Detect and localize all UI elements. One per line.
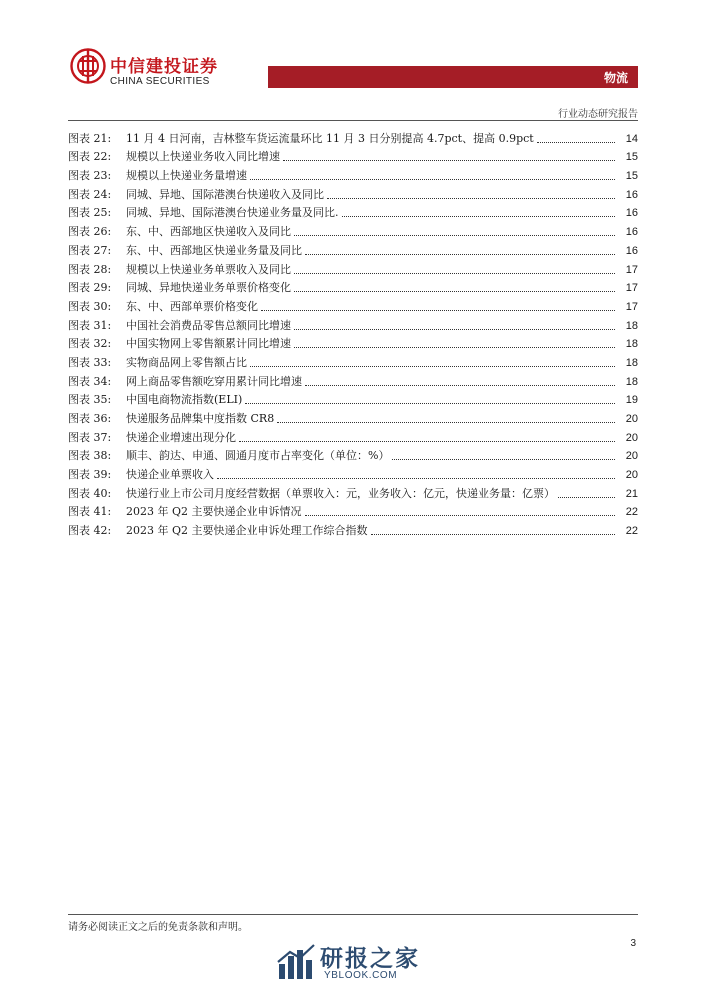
toc-label: 图表 31:	[68, 318, 112, 332]
toc-label: 图表 24:	[68, 187, 112, 201]
toc-label: 图表 42:	[68, 524, 112, 538]
toc-label: 图表 36:	[68, 412, 112, 425]
toc-label: 图表 22:	[68, 150, 112, 164]
toc-title: 中国实物网上零售额累计同比增速	[126, 337, 291, 351]
toc-leader	[305, 254, 615, 255]
header-divider	[68, 120, 638, 121]
toc-page: 18	[625, 375, 638, 388]
figure-list	[68, 127, 638, 538]
toc-label: 图表 21:	[68, 131, 112, 145]
toc-page: 16	[625, 207, 638, 220]
toc-title: 规模以上快递业务收入同比增速	[126, 150, 280, 164]
toc-title: 东、中、西部地区快递收入及同比	[126, 225, 291, 239]
toc-title: 实物商品网上零售额占比	[126, 355, 247, 369]
toc-leader	[558, 497, 615, 498]
toc-leader	[239, 441, 615, 442]
toc-leader	[537, 142, 615, 143]
toc-row[interactable]	[68, 463, 638, 482]
toc-row[interactable]	[68, 389, 638, 408]
toc-page: 19	[625, 394, 638, 407]
toc-page: 22	[625, 525, 638, 538]
toc-row[interactable]	[68, 164, 638, 183]
toc-title: 快递服务品牌集中度指数 CR8	[126, 412, 275, 425]
toc-page: 20	[625, 413, 638, 425]
brand-name-cn: 中信建投证券	[110, 57, 218, 77]
toc-label: 图表 40:	[68, 486, 112, 500]
toc-label: 图表 28:	[68, 262, 112, 276]
toc-label: 图表 32:	[68, 337, 112, 351]
toc-leader	[245, 403, 615, 404]
toc-row[interactable]	[68, 333, 638, 352]
disclaimer: 请务必阅读正文之后的免责条款和声明。	[68, 922, 248, 933]
toc-title: 顺丰、韵达、申通、圆通月度市占率变化（单位：%）	[126, 449, 390, 463]
toc-row[interactable]	[68, 183, 638, 202]
toc-row[interactable]	[68, 482, 638, 501]
toc-label: 图表 23:	[68, 169, 112, 183]
toc-row[interactable]	[68, 127, 638, 146]
toc-page: 18	[625, 319, 638, 332]
toc-leader	[371, 534, 616, 535]
toc-title: 同城、异地快递业务单票价格变化	[126, 281, 291, 295]
toc-page: 16	[625, 226, 638, 239]
toc-title: 中国电商物流指数(ELI)	[126, 393, 243, 407]
toc-page: 18	[625, 356, 638, 369]
toc-page: 16	[625, 188, 638, 201]
toc-row[interactable]	[68, 407, 638, 426]
toc-title: 中国社会消费品零售总额同比增速	[126, 318, 291, 332]
toc-title: 快递行业上市公司月度经营数据（单票收入：元，业务收入：亿元，快递业务量：亿票）	[126, 486, 555, 500]
toc-title: 规模以上快递业务量增速	[126, 169, 247, 183]
toc-label: 图表 39:	[68, 468, 112, 482]
toc-label: 图表 38:	[68, 449, 112, 463]
toc-row[interactable]	[68, 202, 638, 221]
toc-row[interactable]	[68, 220, 638, 239]
report-type: 行业动态研究报告	[558, 109, 638, 120]
toc-leader	[294, 347, 615, 348]
footer-divider	[68, 914, 638, 915]
bar-chart-icon	[276, 942, 316, 982]
toc-leader	[294, 235, 615, 236]
toc-page: 17	[625, 300, 638, 313]
category-bar	[268, 66, 638, 88]
toc-title: 11 月 4 日河南，吉林整车货运流量环比 11 月 3 日分别提高 4.7pct、提高 0.9pct	[126, 131, 534, 145]
toc-label: 图表 33:	[68, 355, 112, 369]
toc-title: 规模以上快递业务单票收入及同比	[126, 262, 291, 276]
toc-title: 网上商品零售额吃穿用累计同比增速	[126, 374, 302, 388]
toc-row[interactable]	[68, 146, 638, 165]
toc-title: 快递企业单票收入	[126, 468, 214, 482]
toc-title: 2023 年 Q2 主要快递企业申诉处理工作综合指数	[126, 524, 368, 538]
toc-page: 17	[625, 282, 638, 295]
toc-label: 图表 35:	[68, 393, 112, 407]
toc-page: 22	[625, 506, 638, 519]
toc-page: 21	[625, 487, 638, 500]
toc-label: 图表 27:	[68, 243, 112, 257]
toc-row[interactable]	[68, 314, 638, 333]
watermark-text: 研报之家	[320, 946, 420, 972]
toc-row[interactable]	[68, 370, 638, 389]
toc-label: 图表 30:	[68, 299, 112, 313]
brand-name-en: CHINA SECURITIES	[110, 76, 210, 87]
toc-page: 15	[625, 170, 638, 183]
toc-leader	[294, 273, 615, 274]
toc-title: 同城、异地、国际港澳台快递收入及同比	[126, 187, 324, 201]
toc-label: 图表 25:	[68, 206, 112, 220]
toc-page: 20	[625, 450, 638, 463]
toc-row[interactable]	[68, 277, 638, 296]
toc-leader	[250, 179, 615, 180]
toc-page: 14	[625, 132, 638, 145]
page-number: 3	[630, 938, 636, 949]
toc-title: 2023 年 Q2 主要快递企业申诉情况	[126, 505, 302, 519]
watermark	[272, 940, 472, 986]
toc-label: 图表 37:	[68, 430, 112, 444]
toc-title: 东、中、西部单票价格变化	[126, 299, 258, 313]
toc-label: 图表 26:	[68, 225, 112, 239]
toc-row[interactable]	[68, 501, 638, 520]
toc-leader	[283, 160, 615, 161]
toc-leader	[392, 459, 615, 460]
toc-title: 东、中、西部地区快递业务量及同比	[126, 243, 302, 257]
toc-leader	[217, 478, 615, 479]
toc-row[interactable]	[68, 445, 638, 464]
china-securities-logo-icon	[70, 48, 106, 84]
toc-row[interactable]	[68, 295, 638, 314]
toc-leader	[305, 385, 615, 386]
category-label: 物流	[603, 71, 628, 85]
toc-label: 图表 41:	[68, 505, 112, 519]
toc-page: 15	[625, 151, 638, 164]
toc-page: 16	[625, 244, 638, 257]
toc-leader	[294, 291, 615, 292]
toc-leader	[327, 198, 615, 199]
toc-leader	[250, 366, 615, 367]
toc-label: 图表 34:	[68, 374, 112, 388]
toc-page: 20	[625, 431, 638, 444]
toc-leader	[342, 216, 616, 217]
toc-row[interactable]	[68, 239, 638, 258]
toc-leader	[261, 310, 615, 311]
toc-page: 17	[625, 263, 638, 276]
toc-page: 18	[625, 338, 638, 351]
toc-row[interactable]	[68, 519, 638, 538]
toc-page: 20	[625, 469, 638, 482]
toc-title: 同城、异地、国际港澳台快递业务量及同比.	[126, 206, 339, 220]
watermark-url: YBLOOK.COM	[324, 970, 398, 981]
toc-label: 图表 29:	[68, 281, 112, 295]
toc-row[interactable]	[68, 258, 638, 277]
toc-row[interactable]	[68, 426, 638, 445]
toc-title: 快递企业增速出现分化	[126, 430, 236, 444]
page-header	[0, 0, 702, 120]
toc-row[interactable]	[68, 351, 638, 370]
toc-leader	[277, 422, 615, 423]
toc-leader	[294, 329, 615, 330]
toc-leader	[305, 515, 616, 516]
